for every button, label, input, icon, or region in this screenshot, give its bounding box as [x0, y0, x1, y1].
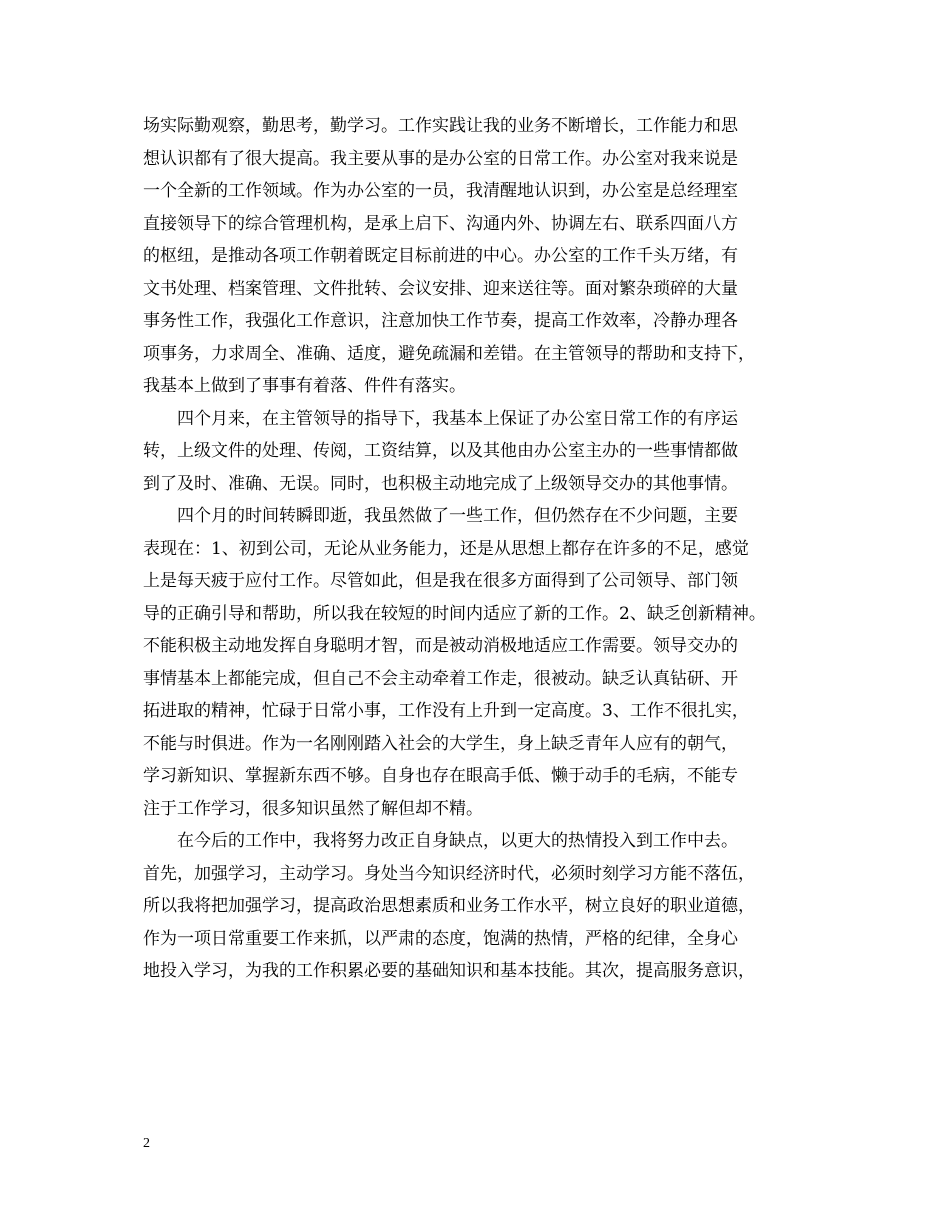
text-line: 四个月来，在主管领导的指导下，我基本上保证了办公室日常工作的有序运 [177, 408, 738, 429]
text-line: 想认识都有了很大提高。我主要从事的是办公室的日常工作。办公室对我来说是 [143, 148, 738, 169]
page-number: 2 [143, 1136, 150, 1151]
text-line: 不能积极主动地发挥自身聪明才智，而是被动消极地适应工作需要。领导交办的 [143, 636, 738, 656]
text-line: 一个全新的工作领域。作为办公室的一员，我清醒地认识到，办公室是总经理室 [143, 181, 738, 201]
text-line: 地投入学习，为我的工作积累必要的基础知识和基本技能。其次，提高服务意识， [143, 961, 755, 981]
text-line: 作为一项日常重要工作来抓，以严肃的态度，饱满的热情，严格的纪律，全身心 [143, 928, 738, 949]
text-line: 表现在：1、初到公司，无论从业务能力，还是从思想上都存在许多的不足，感觉 [143, 538, 749, 559]
text-line: 事情基本上都能完成，但自己不会主动牵着工作走，很被动。缺乏认真钻研、开 [143, 668, 738, 689]
text-line: 的枢纽，是推动各项工作朝着既定目标前进的中心。办公室的工作千头万绪，有 [143, 246, 738, 266]
text-line: 导的正确引导和帮助，所以我在较短的时间内适应了新的工作。2、缺乏创新精神。 [143, 603, 766, 624]
text-line: 文书处理、档案管理、文件批转、会议安排、迎来送往等。面对繁杂琐碎的大量 [143, 278, 738, 299]
text-line: 上是每天疲于应付工作。尽管如此，但是我在很多方面得到了公司领导、部门领 [143, 571, 738, 591]
text-line: 四个月的时间转瞬即逝，我虽然做了一些工作，但仍然存在不少问题，主要 [177, 506, 738, 526]
text-line: 场实际勤观察，勤思考，勤学习。工作实践让我的业务不断增长，工作能力和思 [143, 116, 738, 136]
text-line: 不能与时俱进。作为一名刚刚踏入社会的大学生，身上缺乏青年人应有的朝气， [143, 733, 738, 754]
text-line: 首先，加强学习，主动学习。身处当今知识经济时代，必须时刻学习方能不落伍， [143, 863, 755, 884]
text-line: 在今后的工作中，我将努力改正自身缺点，以更大的热情投入到工作中去。 [177, 831, 738, 851]
text-line: 转，上级文件的处理、传阅，工资结算，以及其他由办公室主办的一些事情都做 [143, 441, 738, 461]
text-line: 直接领导下的综合管理机构，是承上启下、沟通内外、协调左右、联系四面八方 [143, 213, 738, 234]
text-line: 我基本上做到了事事有着落、件件有落实。 [143, 376, 466, 396]
text-line: 项事务，力求周全、准确、适度，避免疏漏和差错。在主管领导的帮助和支持下， [143, 343, 755, 364]
text-line: 学习新知识、掌握新东西不够。自身也存在眼高手低、懒于动手的毛病，不能专 [143, 766, 738, 786]
text-line: 拓进取的精神，忙碌于日常小事，工作没有上升到一定高度。3、工作不很扎实， [143, 701, 749, 721]
text-line: 到了及时、准确、无误。同时，也积极主动地完成了上级领导交办的其他事情。 [143, 473, 738, 494]
text-line: 所以我将把加强学习，提高政治思想素质和业务工作水平，树立良好的职业道德， [143, 896, 755, 916]
text-line: 注于工作学习，很多知识虽然了解但却不精。 [143, 798, 483, 819]
body-text [143, 110, 823, 988]
text-line: 事务性工作，我强化工作意识，注意加快工作节奏，提高工作效率，冷静办理各 [143, 311, 738, 331]
